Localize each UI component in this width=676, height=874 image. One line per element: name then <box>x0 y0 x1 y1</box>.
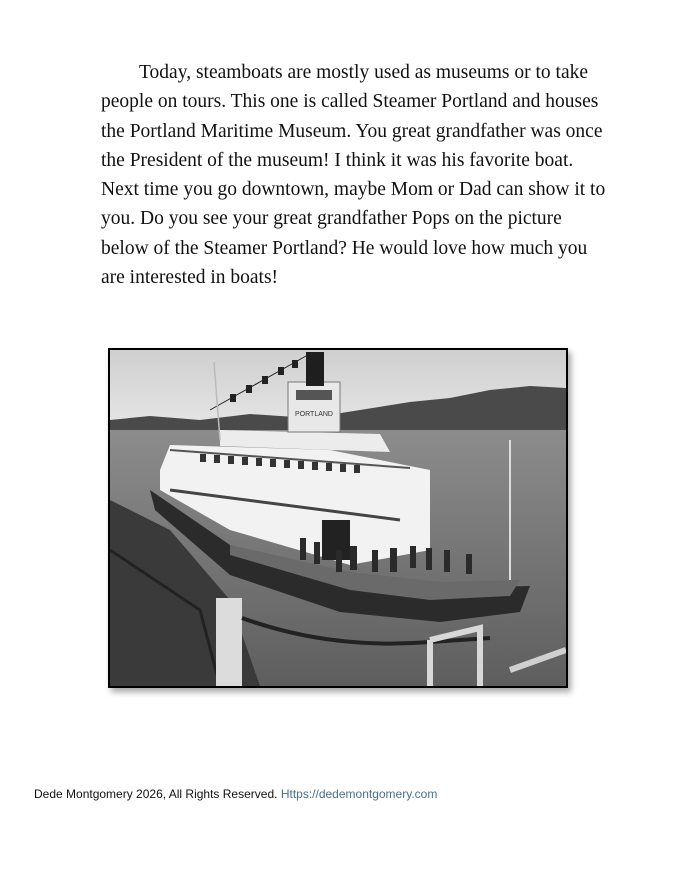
mooring-post <box>216 598 242 686</box>
smokestack <box>306 352 324 386</box>
footer-website-link[interactable]: Https://dedemontgomery.com <box>280 787 438 801</box>
footer <box>34 787 437 801</box>
photo-illustration <box>110 350 566 686</box>
story-paragraph: Today, steamboats are mostly used as museums or to take people on tours. This one is called Steamer Portland and houses the Portland Maritime Museum. You great grandfather was once the President of the museum! I think it was his favorite boat. Next time you go downtown, maybe Mom or Dad can show it to you. Do you see your great grandfather Pops on the picture below of the Steamer Portland? He would love how much you are interested in boats! <box>101 62 606 289</box>
steamer-portland-photo <box>108 348 568 688</box>
name-board: PORTLAND <box>295 411 333 418</box>
pilot-house <box>288 382 340 432</box>
footer-copyright: Dede Montgomery 2026, All Rights Reserved. <box>34 787 278 801</box>
